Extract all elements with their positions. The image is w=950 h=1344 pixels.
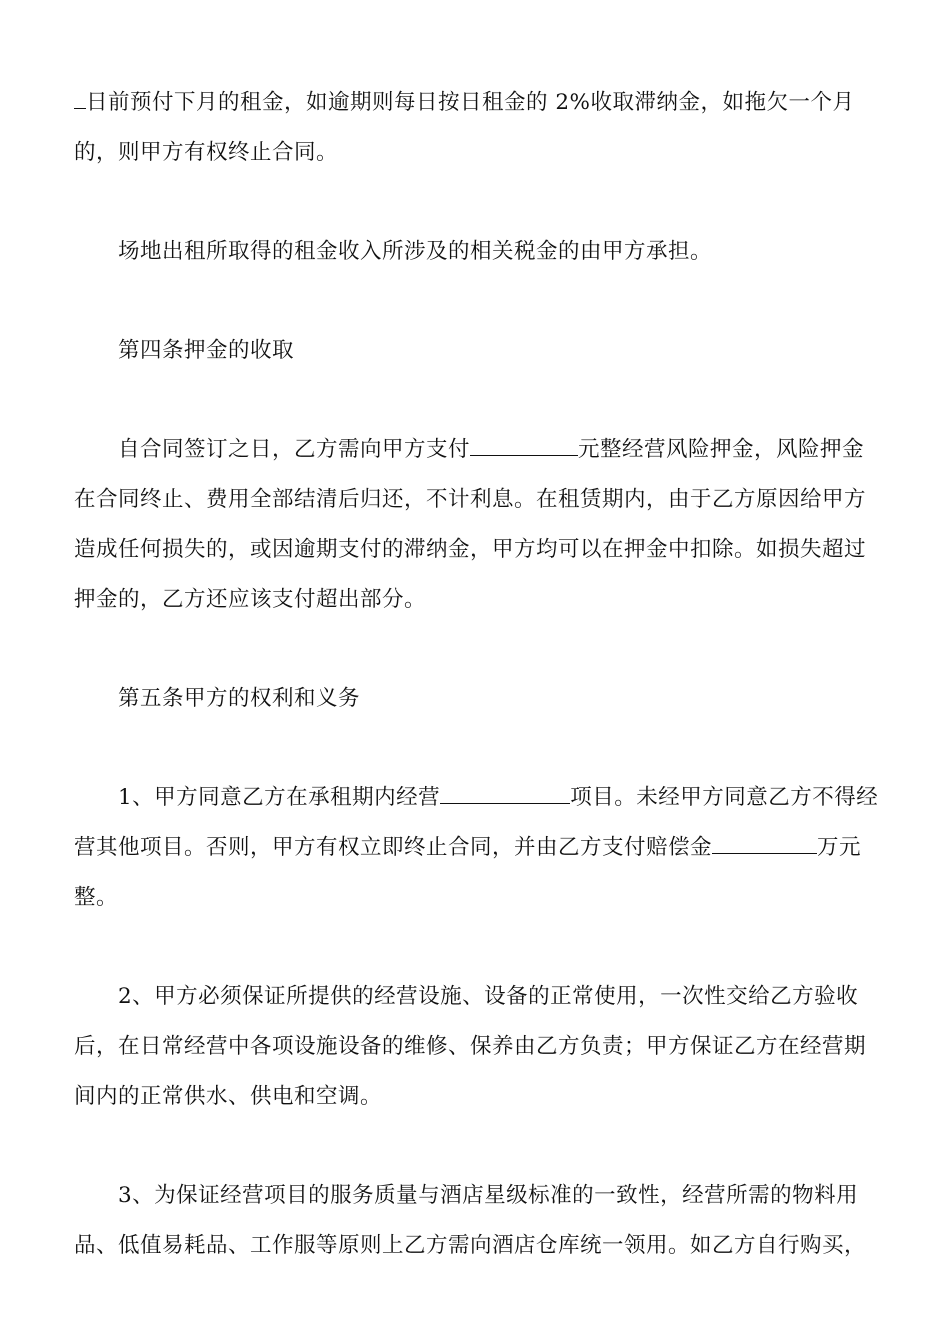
paragraph-spacer (74, 625, 886, 674)
paragraph-item-1: 1、甲方同意乙方在承租期内经营 项目。未经甲方同意乙方不得经营其他项目。否则，甲方有权立即终止合同，并由乙方支付赔偿金 万元整。 (74, 785, 879, 910)
fill-blank-deposit-amount (470, 437, 578, 456)
paragraph-spacer (74, 724, 886, 773)
paragraph-spacer (74, 923, 886, 972)
paragraph-spacer (74, 1122, 886, 1171)
section-heading-article-5: 第五条甲方的权利和义务 (118, 686, 361, 711)
fill-blank-date (74, 90, 86, 109)
paragraph-item-2: 2、甲方必须保证所提供的经营设施、设备的正常使用，一次性交给乙方验收后，在日常经营中各项设施设备的维修、保养由乙方负责；甲方保证乙方在经营期间内的正常供水、供电和空调。 (74, 984, 867, 1109)
fill-blank-business-project (440, 785, 570, 804)
paragraph-rent-payment: 日前预付下月的租金，如逾期则每日按日租金的 2%收取滞纳金，如拖欠一个月的，则甲方有权终止合同。 (74, 90, 855, 165)
paragraph-spacer (74, 376, 886, 425)
paragraph-spacer (74, 277, 886, 326)
fill-blank-compensation-amount (712, 835, 817, 854)
paragraph-deposit: 自合同签订之日，乙方需向甲方支付 元整经营风险押金，风险押金在合同终止、费用全部结清后归还，不计利息。在租赁期内，由于乙方原因给甲方造成任何损失的，或因逾期支付的滞纳金，甲方均可以在押金中扣除。如损失超过押金的，乙方还应该支付超出部分。 (74, 437, 867, 612)
document-page (74, 78, 886, 1271)
paragraph-tax: 场地出租所取得的租金收入所涉及的相关税金的由甲方承担。 (118, 239, 713, 264)
paragraph-spacer (74, 178, 886, 227)
section-heading-article-4: 第四条押金的收取 (118, 338, 295, 363)
paragraph-item-3: 3、为保证经营项目的服务质量与酒店星级标准的一致性，经营所需的物料用品、低值易耗品、工作服等原则上乙方需向酒店仓库统一领用。如乙方自行购买， (74, 1183, 867, 1258)
